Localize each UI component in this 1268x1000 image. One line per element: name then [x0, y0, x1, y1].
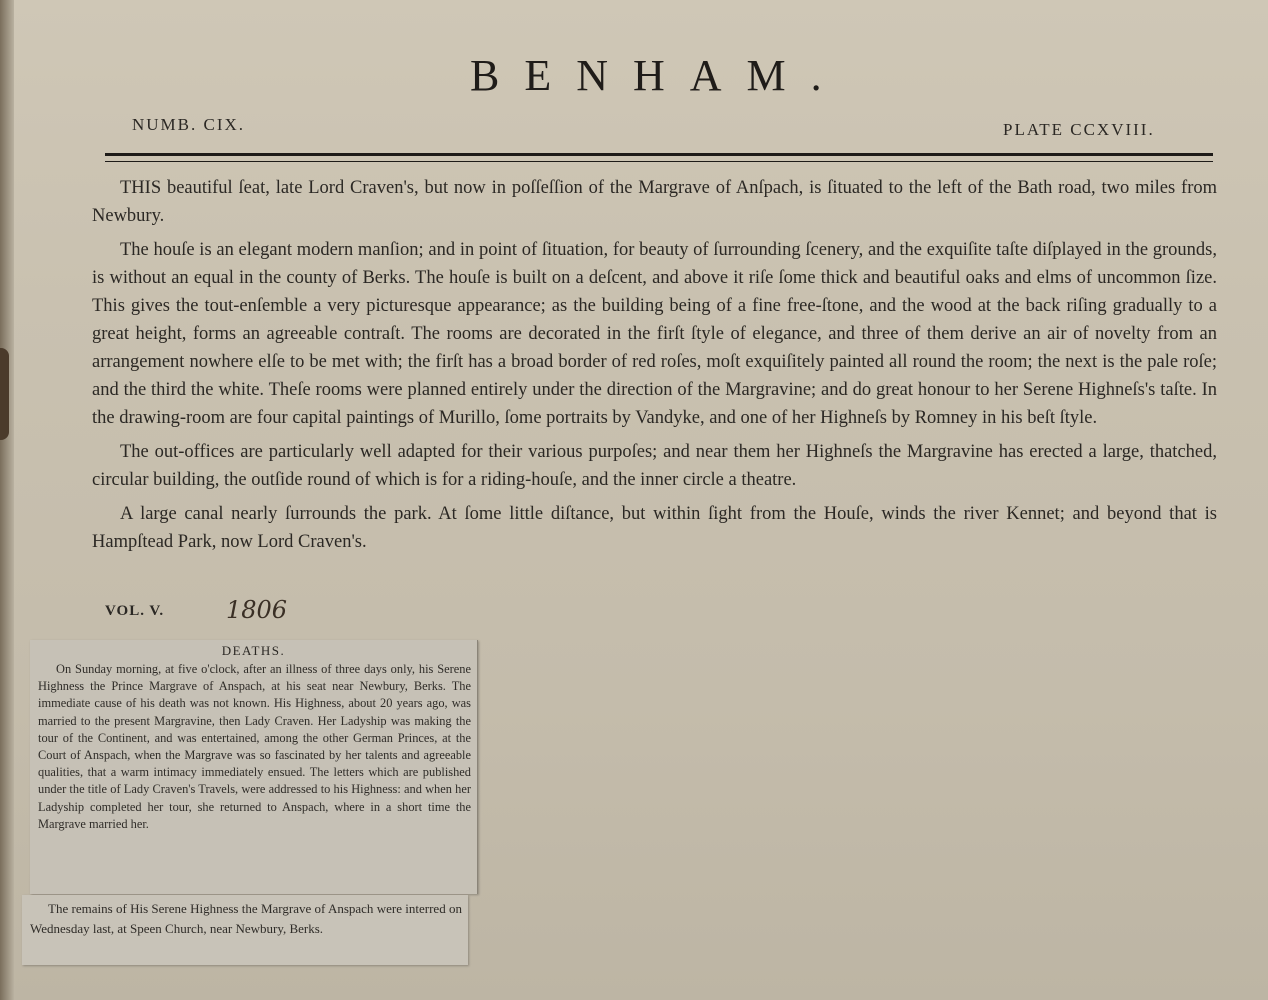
newspaper-clipping-remains — [22, 895, 468, 965]
handwritten-year: 1806 — [226, 596, 288, 624]
binding-tab — [0, 348, 9, 440]
paragraph-4: A large canal nearly ſurrounds the park. At ſome little diſtance, but within ſight from the Houſe, winds the river Kennet; and beyond that is Hampſtead Park, now Lord Craven's. — [92, 504, 1217, 552]
paragraph-2: The houſe is an elegant modern manſion; and in point of ſituation, for beauty of ſurrounding ſcenery, and the exquiſite taſte diſplayed in the grounds, is without an equal in the county of Berks. The houſe is built on a deſcent, and above it riſe ſome thick and beautiful oaks and elms of uncommon ſize. This gives the tout-enſemble a very picturesque appearance; as the building being of a fine free-ſtone, and the wood at the back riſing gradually to a great height, forms an agreeable contraſt. The rooms are decorated in the firſt ſtyle of elegance, and three of them derive an air of novelty from an arrangement nowhere elſe to be met with; the firſt has a broad border of red roſes, moſt exquiſitely painted all round the room; the next is the pale roſe; and the third the white. Theſe rooms were planned entirely under the direction of the Margravine; and do great honour to her Serene Highneſs's taſte. In the drawing-room are four capital paintings of Murillo, ſome portraits by Vandyke, and one of her Highneſs by Romney in his beſt ſtyle. — [92, 240, 1217, 428]
description-text — [92, 174, 1217, 562]
page-title: BENHAM. — [470, 51, 847, 100]
paragraph-3: The out-offices are particularly well adapted for their various purpoſes; and near them her Highneſs the Margravine has erected a large, thatched, circular building, the outſide round of which is for a riding-houſe, and the inner circle a theatre. — [92, 442, 1217, 490]
plate-label: PLATE CCXVIII. — [1003, 120, 1155, 139]
header-rule-thin — [105, 161, 1213, 162]
clipping-heading: DEATHS. — [221, 643, 286, 658]
clipping-text: The remains of His Serene Highness the Margrave of Anspach were interred on Wednesday last, at Speen Church, near Newbury, Berks. — [30, 901, 462, 936]
volume-label: VOL. V. — [105, 603, 165, 619]
header-rule-thick — [105, 153, 1213, 156]
clipping-text: On Sunday morning, at five o'clock, after an illness of three days only, his Serene Highness the Prince Margrave of Anspach, at his seat near Newbury, Berks. The immediate cause of his death was not known. His Highness, about 20 years ago, was married to the present Margravine, then Lady Craven. Her Ladyship was making the tour of the Continent, and was entertained, among the other German Princes, at the Court of Anspach, when the Margrave was so fascinated by her talents and agreeable qualities, that a warm intimacy immediately ensued. The letters which are published under the title of Lady Craven's Travels, were addressed to his Highness: and when her Ladyship completed her tour, she returned to Anspach, where in a short time the Margrave married her. — [38, 662, 471, 831]
page-gutter-shadow — [0, 0, 14, 1000]
number-label: NUMB. CIX. — [132, 115, 246, 134]
paragraph-1: THIS beautiful ſeat, late Lord Craven's, but now in poſſeſſion of the Margrave of Anſpach, is ſituated to the left of the Bath road, two miles from Newbury. — [92, 178, 1217, 226]
newspaper-clipping-deaths — [30, 640, 478, 894]
